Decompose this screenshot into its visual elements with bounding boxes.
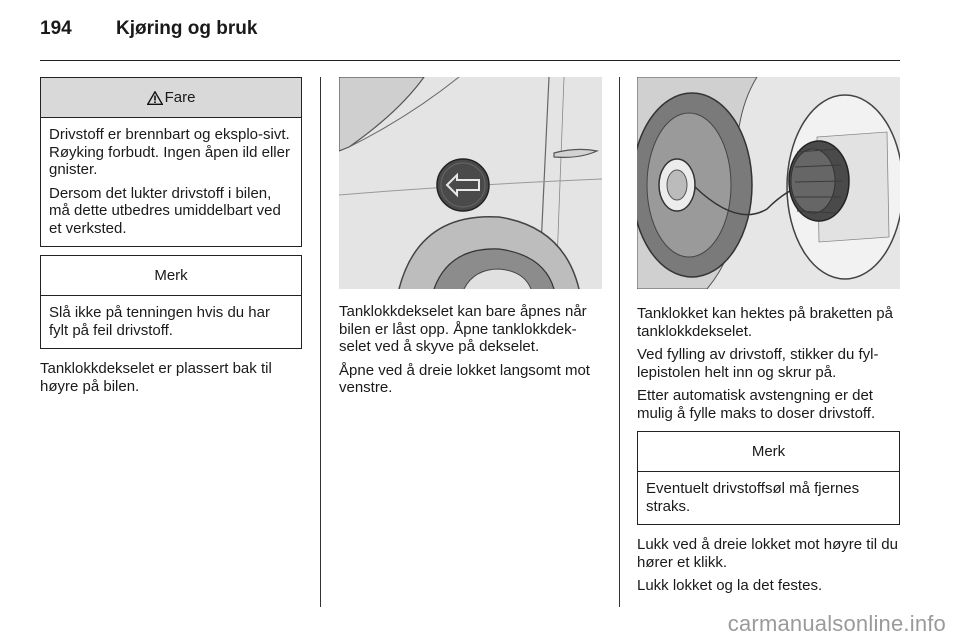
page-header (40, 18, 257, 48)
chapter-title: Kjøring og bruk (116, 18, 258, 39)
filling-paragraph: Ved fylling av drivstoff, stikker du fyl-lepistolen helt inn og skrur på. (637, 346, 879, 381)
auto-shutoff-paragraph: Etter automatisk avstengning er det mulig å fylle maks to doser drivstoff. (637, 387, 876, 422)
column-1 (40, 77, 302, 401)
note-box-2-body (638, 472, 899, 524)
page-number: 194 (40, 18, 72, 39)
note-text-2: Eventuelt drivstoffsøl må fjernes straks. (646, 480, 860, 515)
note-box-1-header: Merk (41, 256, 301, 296)
column-divider-2 (619, 77, 620, 607)
note-text-1: Slå ikke på tenningen hvis du har fylt på feil drivstoff. (49, 304, 270, 339)
close-cap-paragraph: Lukk ved å dreie lokket mot høyre til du hører et klikk. (637, 536, 898, 571)
note-box-2 (637, 431, 900, 525)
close-flap-paragraph: Lukk lokket og la det festes. (637, 577, 823, 594)
note-box-1 (40, 255, 302, 349)
open-cap-paragraph: Åpne ved å dreie lokket langsomt mot venstre. (339, 361, 590, 396)
warning-box-header (41, 78, 301, 118)
warning-box-title: Fare (164, 88, 196, 106)
watermark: carmanualsonline.info (727, 611, 946, 636)
note-box-1-body (41, 296, 301, 348)
open-flap-paragraph: Tanklokkdekselet kan bare åpnes når bilen er låst opp. Åpne tanklokkdek-selet ved å skyve på dekselet. (339, 303, 587, 355)
car-fuel-flap-icon (339, 77, 602, 289)
column-divider-1 (320, 77, 321, 607)
warning-box-body (41, 118, 301, 246)
note-box-2-header: Merk (638, 432, 899, 472)
header-divider (40, 60, 900, 61)
fuel-cap-figure (637, 77, 900, 289)
warning-text-2: Dersom det lukter drivstoff i bilen, må dette utbedres umiddelbart ved et verksted. (49, 184, 281, 237)
location-paragraph: Tanklokkdekselet er plassert bak til høyre på bilen. (40, 360, 272, 395)
warning-box (40, 77, 302, 247)
car-fuel-flap-figure (339, 77, 602, 289)
column-2 (339, 77, 602, 403)
fuel-cap-bracket-icon (637, 77, 900, 289)
cap-bracket-paragraph: Tanklokket kan hektes på braketten på tanklokkdekselet. (637, 305, 893, 340)
warning-text-1: Drivstoff er brennbart og eksplo-sivt. Røyking forbudt. Ingen åpen ild eller gnister. (49, 126, 290, 178)
warning-triangle-icon (147, 91, 163, 105)
column-3 (637, 77, 900, 601)
